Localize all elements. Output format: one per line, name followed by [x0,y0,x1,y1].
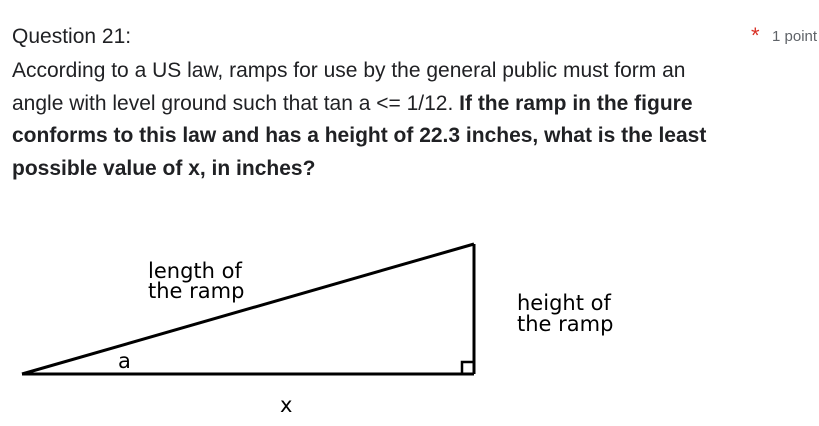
angle-label: a [118,349,131,373]
question-title: Question 21: [12,25,132,48]
hypotenuse-label-line2: the ramp [148,279,245,303]
hypotenuse-label-line1: length of [148,259,242,283]
ramp-hypotenuse [22,244,474,374]
base-label: x [280,393,293,416]
right-angle-marker [462,362,474,374]
required-asterisk: * [751,23,760,48]
question-text [12,55,732,185]
question-text-regular: According to a US law, ramps for use by the general public must form an angle with level ground such that tan a <= 1/12. [12,59,686,115]
ramp-figure [0,236,640,416]
points-label: 1 point [772,28,818,45]
height-label-line2: the ramp [517,312,614,336]
ramp-diagram [0,236,640,416]
question-text-bold: If the ramp in the figure conforms to this law and has a height of 22.3 inches, what is the least possible value of x, in inches? [12,91,707,180]
height-label-line1: height of [517,291,611,315]
